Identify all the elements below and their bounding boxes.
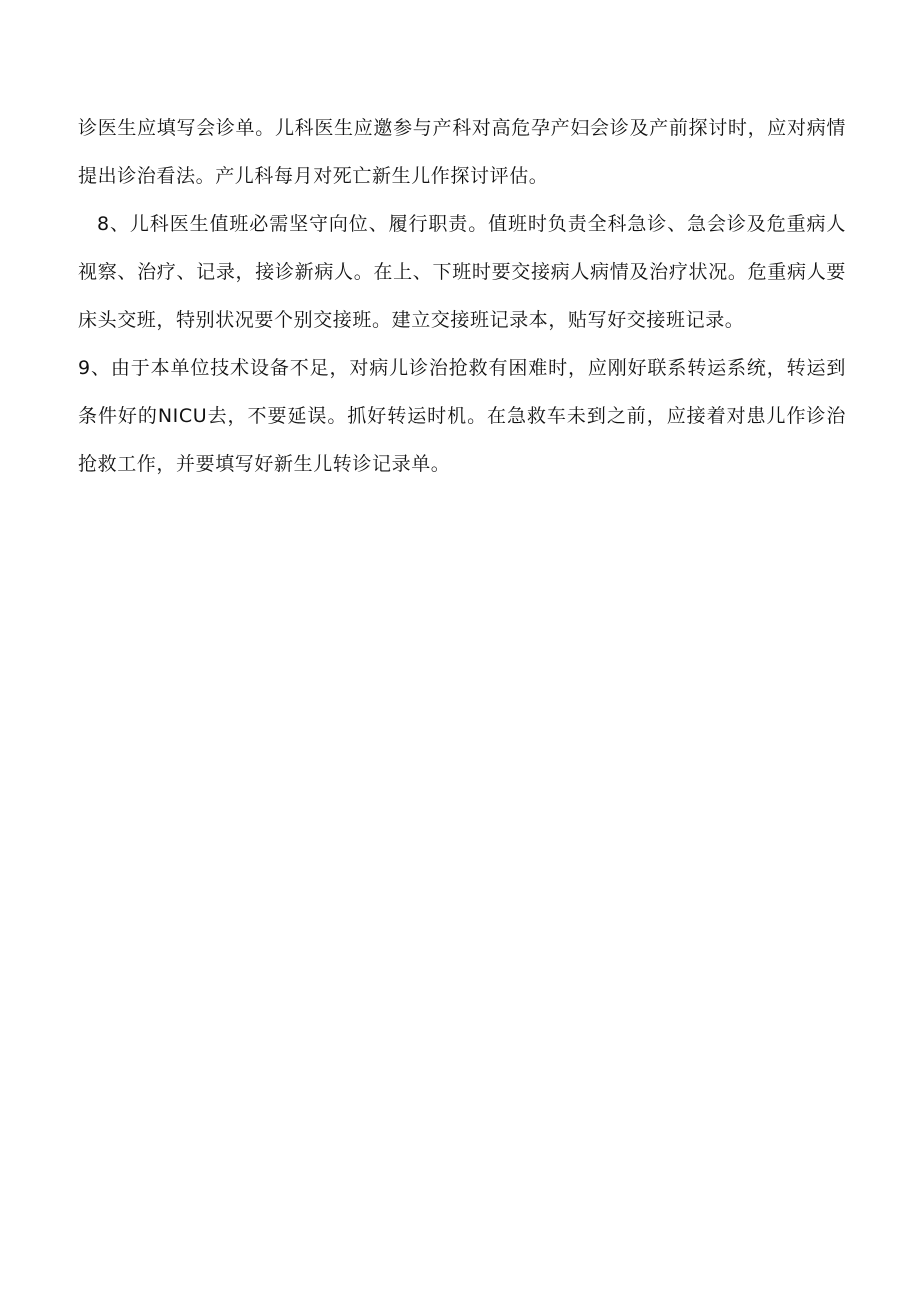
paragraph-item-9: 9、由于本单位技术设备不足，对病儿诊治抢救有困难时，应刚好联系转运系统，转运到条件好的NICU去，不要延误。抓好转运时机。在急救车未到之前，应接着对患儿作诊治抢救工作，并要填写好新生儿转诊记录单。 [78, 357, 846, 475]
paragraph-item-8: 8、儿科医生值班必需坚守向位、履行职责。值班时负责全科急诊、急会诊及危重病人视察、治疗、记录，接诊新病人。在上、下班时要交接病人病情及治疗状况。危重病人要床头交班，特别状况要个别交接班。建立交接班记录本，贴写好交接班记录。 [78, 213, 846, 331]
document-body [78, 104, 846, 488]
paragraph-continuation: 诊医生应填写会诊单。儿科医生应邀参与产科对高危孕产妇会诊及产前探讨时，应对病情提出诊治看法。产儿科每月对死亡新生儿作探讨评估。 [78, 117, 846, 187]
